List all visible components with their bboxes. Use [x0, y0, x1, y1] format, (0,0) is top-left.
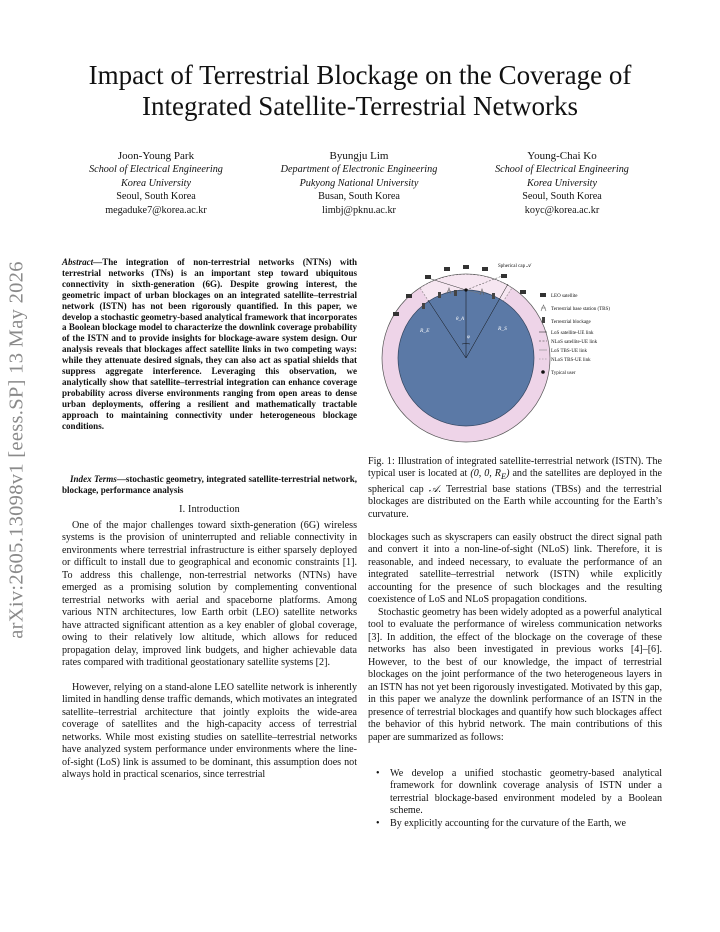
coord-text: (0, 0, R — [470, 468, 501, 480]
author-university: Korea University — [120, 177, 192, 189]
abstract-text: —The integration of non-terrestrial networks (NTNs) with terrestrial networks (TNs) is an important step toward ubiquitous connectivity in sixth-generation (6G). Despite growing interest, the geometric impact of urban blockages on an integrated satellite–terrestrial network (ISTN) has not been rigorously quantified. In this paper, we develop a stochastic geometry-based analytical framework that incorporates a Boolean blockage model to characterize the downlink coverage probability of the ISTN and to provide insights for blockage-aware system design. Our analysis reveals that blockages affect satellite links in two competing ways: while they attenuate desired signals, they can also act as spatial shields that suppress aggregate interference. Leveraging this observation, we analytically show that satellite–terrestrial integration can enhance coverage probability across diverse environments ranging from open areas to dense urban deployments, offering a resilient and mathematically tractable approach to maintaining connectivity under heterogeneous blockage conditions. — [62, 257, 357, 431]
contributions-list — [368, 768, 662, 830]
author-university: Korea University — [526, 177, 598, 189]
typical-user-marker — [464, 288, 467, 291]
figure-istn-illustration — [368, 248, 668, 448]
section-heading-introduction: I. Introduction — [179, 504, 240, 515]
caption-coordinate — [470, 468, 510, 482]
blockage-icon — [422, 303, 425, 309]
leo-satellite-icon — [444, 267, 450, 271]
author-university: Pukyong National University — [299, 177, 419, 189]
blockage-icon — [492, 293, 495, 299]
leo-satellite-icon — [520, 290, 526, 294]
author-department: School of Electrical Engineering — [89, 164, 223, 176]
legend-label: NLoS satellite-UE link — [551, 340, 598, 345]
leo-satellite-icon — [393, 312, 399, 316]
author-name: Young-Chai Ko — [527, 150, 597, 162]
author-block-3 — [462, 150, 662, 217]
legend-label: LoS TBS-UE link — [551, 349, 588, 354]
coord-close: ) — [506, 468, 510, 480]
arxiv-identifier[interactable]: arXiv:2605.13098v1 [eess.SP] 13 May 2026 — [5, 261, 28, 639]
author-city: Seoul, South Korea — [116, 191, 196, 203]
author-name: Byungju Lim — [329, 150, 389, 162]
paper-title: Impact of Terrestrial Blockage on the Coverage of Integrated Satellite-Terrestrial Networks — [88, 60, 632, 121]
re-label: R_E — [420, 328, 430, 334]
author-department: Department of Electronic Engineering — [280, 164, 438, 176]
abstract — [62, 257, 357, 432]
author-email[interactable]: megaduke7@korea.ac.kr — [105, 204, 207, 216]
intro-paragraph-2: However, relying on a stand-alone LEO satellite network is inherently limited in handling dense traffic demands, which motivates an integrated satellite–terrestrial architecture that jointly exploits the wide-area coverage of satellites and the high-capacity access of terrestrial networks. While most existing studies on satellite–terrestrial networks have analyzed system performance under environments where the line-of-sight (LoS) link is assumed to be dominant, this assumption does not always hold in practical scenarios, since terrestrial — [62, 682, 357, 781]
blockage-icon — [438, 292, 441, 298]
author-department: School of Electrical Engineering — [495, 164, 629, 176]
right-paragraph-2: Stochastic geometry has been widely adopted as a powerful analytical tool to evaluate the performance of wireless communication networks [3]. In addition, the effect of the blockage on the coverage of these networks has also been investigated in previous works [4]–[6]. However, to the best of our knowledge, the impact of terrestrial blockages on the joint performance of the two heterogeneous layers in an ISTN has not yet been rigorously investigated. Motivated by this gap, in this paper we analyze the downlink performance of an ISTN in the presence of terrestrial blockages and quantify how such blockages affect the behavior of this hybrid network. The main contributions of this paper are summarized as follows: — [368, 607, 662, 743]
theta-label: θ_A — [456, 317, 465, 322]
index-terms-label: Index Terms — [70, 474, 117, 484]
legend-label: Terrestrial blockage — [551, 320, 591, 325]
legend-label: NLoS TBS-UE link — [551, 358, 591, 363]
author-email[interactable]: limbj@pknu.ac.kr — [322, 204, 396, 216]
arxiv-side-stamp — [0, 245, 34, 655]
legend-blockage-icon — [542, 317, 545, 323]
author-city: Seoul, South Korea — [522, 191, 602, 203]
contribution-item: • By explicitly accounting for the curvature of the Earth, we — [368, 818, 662, 830]
author-block-2 — [259, 150, 459, 217]
leo-satellite-icon — [463, 265, 469, 269]
spherical-cap-label: Spherical cap 𝒜 — [498, 264, 532, 269]
contribution-item: • We develop a unified stochastic geometry-based analytical framework for downlink coverage analysis of ISTN under a terrestrial blockage-based environment modeled by a Boolean scheme. — [368, 768, 662, 818]
rs-label: R_S — [498, 326, 507, 332]
author-email[interactable]: koyc@korea.ac.kr — [524, 204, 600, 216]
leo-satellite-icon — [482, 267, 488, 271]
leo-satellite-icon — [501, 274, 507, 278]
leo-satellite-icon — [406, 294, 412, 298]
intro-paragraph-1: One of the major challenges toward sixth-generation (6G) wireless systems is the provision of uninterrupted and reliable connectivity in environments where terrestrial infrastructure is either sparsely deployed or difficult to install due to geographical and economic constraints [1]. To address this challenge, non-terrestrial networks (NTNs) have emerged as a promising solution by complementing conventional terrestrial networks with aerial and spaceborne platforms. Among various NTN architectures, low Earth orbit (LEO) satellite networks have attracted significant attention as a key enabler of global coverage, owing to their relatively low altitude, which allows for reduced propagation delay, improved link budgets, and higher achievable data rates compared with traditional geostationary satellite systems [2]. — [62, 520, 357, 668]
caption-text: and the satellites are deployed in the spherical cap — [368, 468, 663, 495]
legend-label: LEO satellite — [551, 294, 578, 299]
caption-text: Fig. 1: Illustration of integrated satellite-terrestrial network (ISTN). The typical user is located at — [368, 456, 662, 480]
legend-label: Typical user — [551, 371, 576, 376]
author-name: Joon-Young Park — [117, 150, 195, 162]
author-city: Busan, South Korea — [318, 191, 400, 203]
phi-label: φ — [467, 335, 470, 340]
index-terms-text: —stochastic geometry, integrated satellite-terrestrial network, blockage, performance analysis — [62, 474, 358, 495]
legend-label: Terrestrial base station (TBS) — [551, 307, 610, 312]
legend-tbs-icon — [541, 305, 546, 311]
index-terms — [62, 474, 357, 496]
coord-subscript: E — [500, 472, 507, 482]
author-block-1 — [56, 150, 256, 217]
blockage-icon — [454, 290, 457, 296]
figure-caption — [368, 456, 662, 521]
caption-cap-symbol: 𝒜 — [428, 483, 439, 495]
legend-satellite-icon — [540, 293, 546, 297]
legend-label: LoS satellite-UE link — [551, 331, 594, 336]
right-paragraph-1: blockages such as skyscrapers can easily obstruct the direct signal path and convert it into a non-line-of-sight (NLoS) link. Therefore, it is reasonable, and indeed necessary, to evaluate the performance of an integrated satellite–terrestrial network (ISTN) while explicitly accounting for the presence of such blockages and the resulting coexistence of LoS and NLoS propagation conditions. — [368, 532, 662, 606]
caption-text: . Terrestrial base stations (TBSs) and the terrestrial blockages are distributed on the Earth while accounting for the Earth’s curvature. — [368, 483, 662, 520]
legend-user-marker — [541, 370, 545, 374]
abstract-label: Abstract — [62, 257, 94, 267]
leo-satellite-icon — [425, 275, 431, 279]
